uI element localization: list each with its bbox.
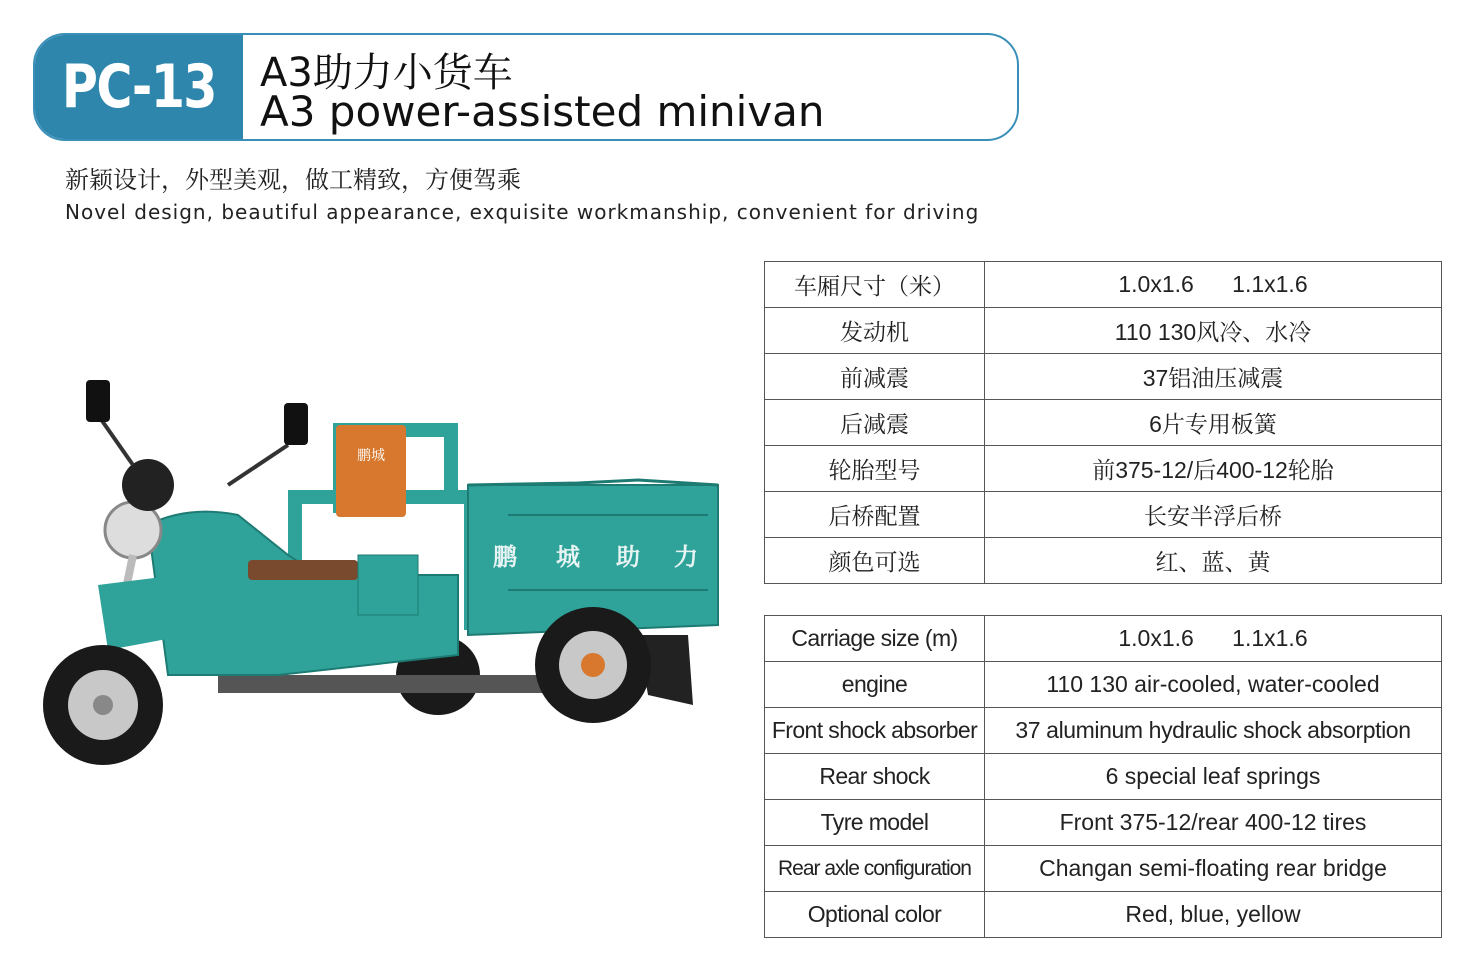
cargo-text-2: 城 [556, 543, 580, 571]
spec-key: Optional color [765, 892, 985, 938]
spec-value: 37 aluminum hydraulic shock absorption [985, 708, 1442, 754]
spec-table-chinese [764, 261, 1442, 584]
spec-key: 后桥配置 [765, 492, 985, 538]
title-chinese: A3助力小货车 [260, 50, 513, 96]
table-row [765, 892, 1442, 938]
spec-value: 1.0x1.6 1.1x1.6 [985, 262, 1442, 308]
model-code: PC-13 [61, 52, 216, 122]
cargo-text-3: 助 [616, 543, 640, 571]
spec-value: 1.0x1.6 1.1x1.6 [985, 616, 1442, 662]
title-english: A3 power-assisted minivan [260, 87, 825, 136]
table-row [765, 616, 1442, 662]
spec-value: 6片专用板簧 [985, 400, 1442, 446]
table-row [765, 262, 1442, 308]
spec-value: 37铝油压减震 [985, 354, 1442, 400]
tagline-chinese: 新颖设计，外型美观，做工精致，方便驾乘 [65, 166, 521, 194]
seat-panel [336, 425, 406, 517]
spec-key: 轮胎型号 [765, 446, 985, 492]
table-row [765, 354, 1442, 400]
model-code-box [35, 35, 243, 139]
seat-logo: 鹏城 [357, 448, 385, 464]
spec-value: Changan semi-floating rear bridge [985, 846, 1442, 892]
spec-key: 发动机 [765, 308, 985, 354]
table-row [765, 538, 1442, 584]
spec-key: engine [765, 662, 985, 708]
spec-key: Rear shock [765, 754, 985, 800]
tagline-english: Novel design, beautiful appearance, exquisite workmanship, convenient for driving [65, 200, 980, 224]
spec-key: Rear axle configuration [765, 846, 985, 892]
table-row [765, 708, 1442, 754]
spec-key: 颜色可选 [765, 538, 985, 584]
spec-key: Tyre model [765, 800, 985, 846]
spec-value: Front 375-12/rear 400-12 tires [985, 800, 1442, 846]
title-banner [33, 33, 1019, 141]
spec-key: 后减震 [765, 400, 985, 446]
spec-value: 110 130 air-cooled, water-cooled [985, 662, 1442, 708]
tricycle-image [38, 375, 728, 795]
spec-value: 110 130风冷、水冷 [985, 308, 1442, 354]
spec-table-english [764, 615, 1442, 938]
spec-value: 前375-12/后400-12轮胎 [985, 446, 1442, 492]
table-row [765, 846, 1442, 892]
table-row [765, 800, 1442, 846]
spec-value: 长安半浮后桥 [985, 492, 1442, 538]
spec-value: 红、蓝、黄 [985, 538, 1442, 584]
table-row [765, 492, 1442, 538]
cargo-text-4: 力 [674, 543, 698, 571]
table-row [765, 754, 1442, 800]
table-row [765, 308, 1442, 354]
spec-key: 前减震 [765, 354, 985, 400]
spec-key: Carriage size (m) [765, 616, 985, 662]
spec-key: Front shock absorber [765, 708, 985, 754]
table-row [765, 446, 1442, 492]
spec-value: Red, blue, yellow [985, 892, 1442, 938]
spec-key: 车厢尺寸（米） [765, 262, 985, 308]
table-row [765, 662, 1442, 708]
cargo-text-1: 鹏 [493, 543, 517, 571]
table-row [765, 400, 1442, 446]
spec-value: 6 special leaf springs [985, 754, 1442, 800]
